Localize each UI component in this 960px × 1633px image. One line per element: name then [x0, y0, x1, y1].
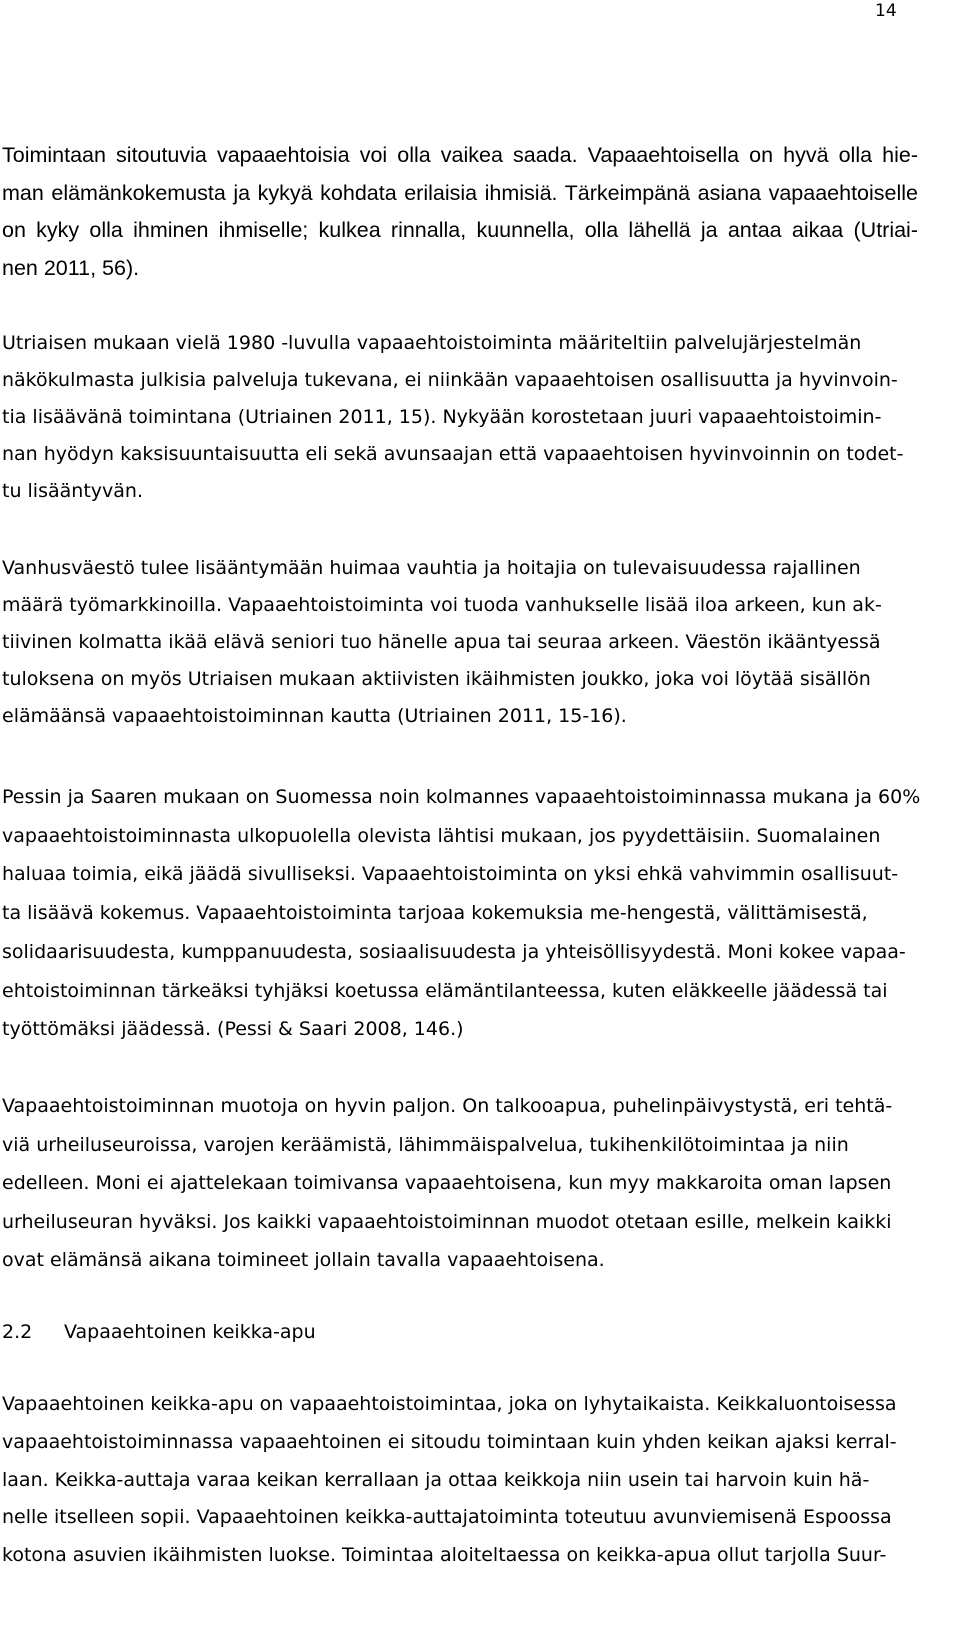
text-line: tuloksena on myös Utriaisen mukaan aktiivisten ikäihmisten joukko, joka voi löytää sisällön — [2, 668, 871, 690]
text-line: vapaaehtoistoiminnasta ulkopuolella olevista lähtisi mukaan, jos pyydettäisiin. Suomalainen — [2, 824, 881, 847]
text-line: solidaarisuudesta, kumppanuudesta, sosiaalisuudesta ja yhteisöllisyydestä. Moni kokee vapaa- — [2, 940, 906, 963]
text-line: tia lisäävänä toimintana (Utriainen 2011, 15). Nykyään korostetaan juuri vapaaehtoistoimin- — [2, 406, 882, 428]
paragraph-3 — [2, 550, 918, 735]
section-title: Vapaaehtoinen keikka-apu — [64, 1321, 316, 1343]
section-heading — [2, 1314, 918, 1350]
text-line: tiivinen kolmatta ikää elävä seniori tuo hänelle apua tai seuraa arkeen. Väestön ikääntyessä — [2, 631, 881, 653]
text-line: nelle itselleen sopii. Vapaaehtoinen keikka-auttajatoiminta toteutuu avunviemisenä Espoossa — [2, 1506, 892, 1529]
text-line: Toimintaan sitoutuvia vapaaehtoisia voi olla vaikea saada. Vapaaehtoisella on hyvä olla hie- — [2, 143, 918, 167]
text-line: edelleen. Moni ei ajattelekaan toimivansa vapaaehtoisena, kun myy makkaroita oman lapsen — [2, 1172, 892, 1194]
text-line: näkökulmasta julkisia palveluja tukevana, ei niinkään vapaaehtoisen osallisuutta ja hyvinvoin- — [2, 369, 898, 391]
section-number: 2.2 — [2, 1321, 33, 1343]
text-line: urheiluseuran hyväksi. Jos kaikki vapaaehtoistoiminnan muodot otetaan esille, melkein kaikki — [2, 1210, 892, 1233]
text-line: Pessin ja Saaren mukaan on Suomessa noin kolmannes vapaaehtoistoiminnassa mukana ja 60% — [2, 786, 921, 808]
text-line: nen 2011, 56). — [2, 255, 140, 280]
text-line: tu lisääntyvän. — [2, 480, 143, 502]
text-line: ehtoistoiminnan tärkeäksi tyhjäksi koetussa elämäntilanteessa, kuten eläkkeelle jäädessä tai — [2, 979, 888, 1002]
text-line: vapaaehtoistoiminnassa vapaaehtoinen ei sitoudu toimintaan kuin yhden keikan ajaksi kerral- — [2, 1430, 897, 1453]
paragraph-5 — [2, 1087, 918, 1280]
page-number: 14 — [875, 1, 897, 21]
text-line: ta lisäävä kokemus. Vapaaehtoistoiminta tarjoaa kokemuksia me-hengestä, välittämisestä, — [2, 902, 868, 925]
text-line: Utriaisen mukaan vielä 1980 -luvulla vapaaehtoistoiminta määriteltiin palvelujärjestelmän — [2, 332, 862, 354]
paragraph-2 — [2, 325, 918, 510]
text-line: laan. Keikka-auttaja varaa keikan kerrallaan ja ottaa keikkoja niin usein tai harvoin kuin hä- — [2, 1468, 870, 1491]
text-line: ovat elämänsä aikana toimineet jollain tavalla vapaaehtoisena. — [2, 1249, 605, 1271]
text-line: viä urheiluseuroissa, varojen keräämistä, lähimmäispalvelua, tukihenkilötoimintaa ja niin — [2, 1133, 849, 1156]
text-line: man elämänkokemusta ja kykyä kohdata erilaisia ihmisiä. Tärkeimpänä asiana vapaaehtoiselle — [2, 180, 918, 205]
text-line: Vapaaehtoistoiminnan muotoja on hyvin paljon. On talkooapua, puhelinpäivystystä, eri tehtä- — [2, 1095, 893, 1117]
text-line: Vapaaehtoinen keikka-apu on vapaaehtoistoimintaa, joka on lyhytaikaista. Keikkaluontoisessa — [2, 1393, 897, 1415]
text-line: on kyky olla ihminen ihmiselle; kulkea rinnalla, kuunnella, olla lähellä ja antaa aikaa (Utriai- — [2, 218, 918, 242]
text-line: Vanhusväestö tulee lisääntymään huimaa vauhtia ja hoitajia on tulevaisuudessa rajallinen — [2, 557, 861, 579]
text-line: haluaa toimia, eikä jäädä sivulliseksi. Vapaaehtoistoiminta on yksi ehkä vahvimmin osallisuut- — [2, 863, 899, 886]
paragraph-4 — [2, 778, 921, 1049]
text-line: työttömäksi jäädessä. (Pessi & Saari 2008, 146.) — [2, 1018, 464, 1041]
text-line: määrä työmarkkinoilla. Vapaaehtoistoiminta voi tuoda vanhukselle lisää iloa arkeen, kun ak- — [2, 594, 882, 616]
text-line: elämäänsä vapaaehtoistoiminnan kautta (Utriainen 2011, 15-16). — [2, 705, 627, 727]
paragraph-1 — [2, 137, 918, 287]
text-line: kotona asuvien ikäihmisten luokse. Toimintaa aloiteltaessa on keikka-apua ollut tarjolla Suur- — [2, 1544, 887, 1567]
section-paragraph-1 — [2, 1386, 918, 1575]
text-line: nan hyödyn kaksisuuntaisuutta eli sekä avunsaajan että vapaaehtoisen hyvinvoinnin on todet- — [2, 443, 904, 465]
